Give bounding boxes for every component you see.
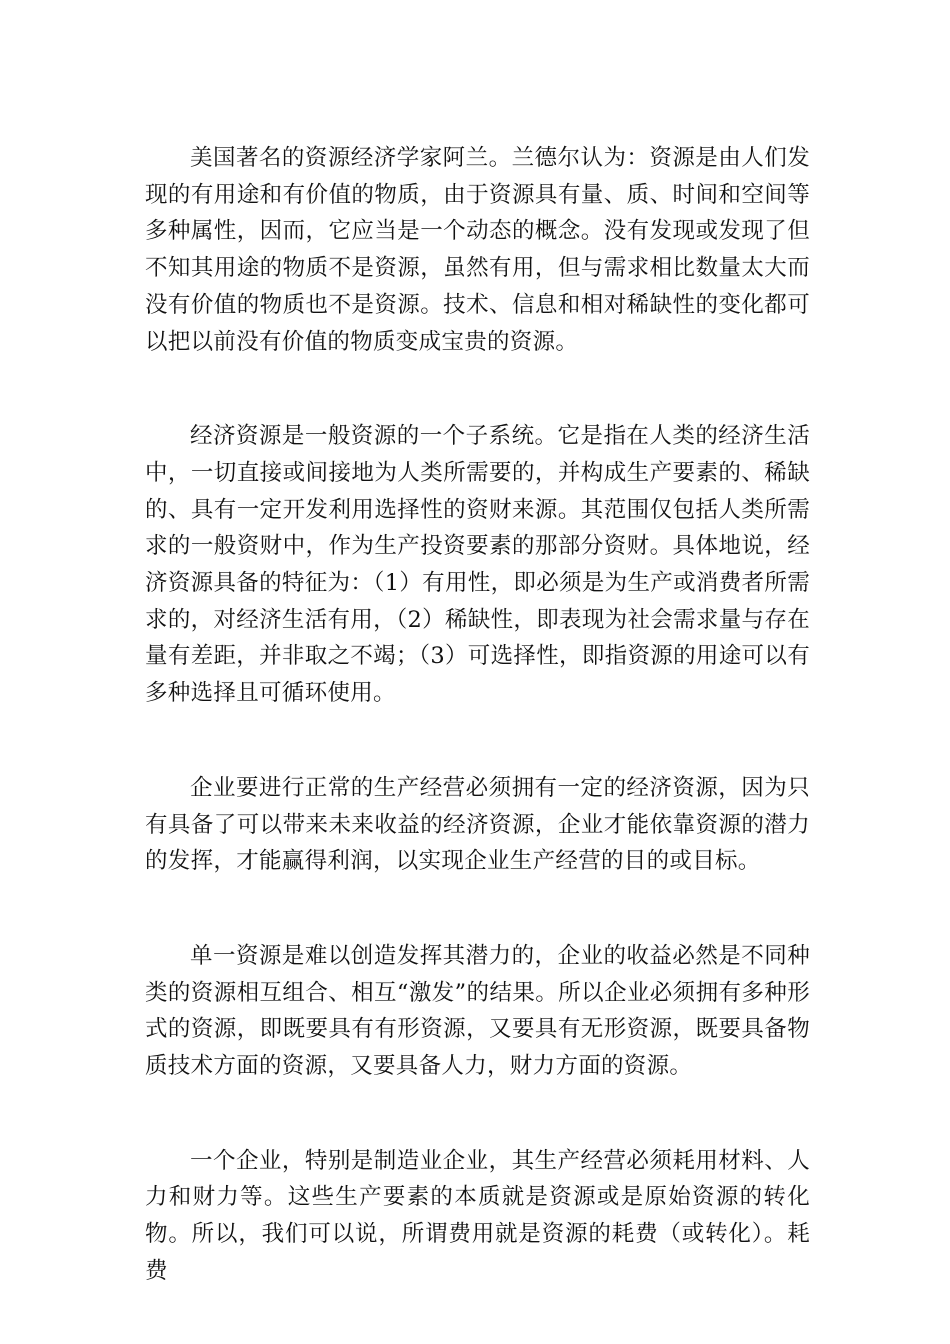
document-body	[145, 140, 810, 1290]
paragraph-expense-consumption: 一个企业，特别是制造业企业，其生产经营必须耗用材料、人力和财力等。这些生产要素的本质就是资源或是原始资源的转化物。所以，我们可以说，所谓费用就是资源的耗费（或转化）。耗费	[145, 1147, 810, 1284]
paragraph-enterprise-resources: 企业要进行正常的生产经营必须拥有一定的经济资源，因为只有具备了可以带来未来收益的经济资源，企业才能依靠资源的潜力的发挥，才能赢得利润，以实现企业生产经营的目的或目标。	[145, 774, 810, 875]
paragraph-economic-resources: 经济资源是一般资源的一个子系统。它是指在人类的经济生活中，一切直接或间接地为人类所需要的，并构成生产要素的、稀缺的、具有一定开发利用选择性的资财来源。其范围仅包括人类所需求的一般资财中，作为生产投资要素的那部分资财。具体地说，经济资源具备的特征为：（1）有用性，即必须是为生产或消费者所需求的，对经济生活有用，（2）稀缺性，即表现为社会需求量与存在量有差距，并非取之不竭；（3）可选择性，即指资源的用途可以有多种选择且可循环使用。	[145, 423, 810, 707]
paragraph-resource-definition: 美国著名的资源经济学家阿兰。兰德尔认为：资源是由人们发现的有用途和有价值的物质，由于资源具有量、质、时间和空间等多种属性，因而，它应当是一个动态的概念。没有发现或发现了但不知其用途的物质不是资源，虽然有用，但与需求相比数量太大而没有价值的物质也不是资源。技术、信息和相对稀缺性的变化都可以把以前没有价值的物质变成宝贵的资源。	[145, 145, 810, 355]
paragraph-resource-combination: 单一资源是难以创造发挥其潜力的，企业的收益必然是不同种类的资源相互组合、相互“激发”的结果。所以企业必须拥有多种形式的资源，即既要具有有形资源，又要具有无形资源，既要具备物质技术方面的资源，又要具备人力，财力方面的资源。	[145, 942, 810, 1080]
